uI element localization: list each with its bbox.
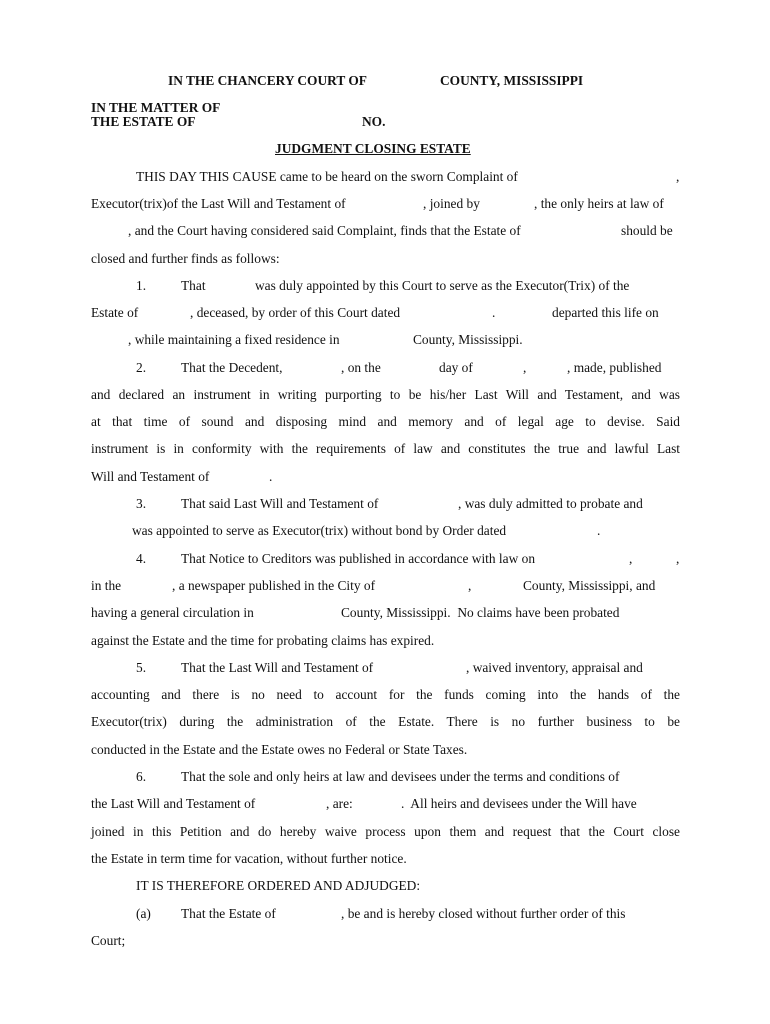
- para5-line-3: Executor(trix) during the administration of the Estate. There is no further business to be: [91, 714, 680, 729]
- court-name-right: COUNTY, MISSISSIPPI: [440, 73, 584, 88]
- matter-line-1: IN THE MATTER OF: [91, 100, 221, 115]
- para1-line-2b: , deceased, by order of this Court dated: [190, 305, 401, 320]
- para1-line-2c: .: [492, 305, 496, 320]
- para3-line-2a: was appointed to serve as Executor(trix) without bond by Order dated: [132, 523, 507, 538]
- para4-line-2b: , a newspaper published in the City of: [172, 578, 376, 593]
- para6-line-2c: . All heirs and devisees under the Will have: [401, 796, 637, 811]
- para3-line-1a: That said Last Will and Testament of: [181, 496, 379, 511]
- para2-line-5b: .: [269, 469, 273, 484]
- para5-line-4: conducted in the Estate and the Estate owes no Federal or State Taxes.: [91, 742, 468, 757]
- para2-line-1b: , on the: [341, 360, 381, 375]
- intro-line-3a: , and the Court having considered said Complaint, finds that the Estate of: [128, 223, 521, 238]
- intro-line-2a: Executor(trix)of the Last Will and Testament of: [91, 196, 346, 211]
- order-item-a-line-1b: , be and is hereby closed without further order of this: [341, 906, 626, 921]
- para1-line-1a: That: [181, 278, 206, 293]
- para4-line-2a: in the: [91, 578, 122, 593]
- intro-line-1b: ,: [676, 169, 680, 184]
- case-number-label: NO.: [362, 114, 386, 129]
- court-name-left: IN THE CHANCERY COURT OF: [168, 73, 367, 88]
- para1-line-2d: departed this life on: [552, 305, 659, 320]
- para4-line-1c: ,: [676, 551, 680, 566]
- order-item-a-label: (a): [136, 906, 151, 921]
- para2-line-1a: That the Decedent,: [181, 360, 283, 375]
- para6-line-3: joined in this Petition and do hereby waive process upon them and request that the Court close: [91, 824, 680, 839]
- order-item-a-line-1a: That the Estate of: [181, 906, 276, 921]
- para2-line-1e: , made, published: [567, 360, 662, 375]
- para4-line-2c: ,: [468, 578, 472, 593]
- para6-line-2b: , are:: [326, 796, 353, 811]
- para3-line-2b: .: [597, 523, 601, 538]
- para2-line-1d: ,: [523, 360, 527, 375]
- para4-line-2d: County, Mississippi, and: [523, 578, 656, 593]
- intro-line-2b: , joined by: [423, 196, 480, 211]
- para1-line-3b: County, Mississippi.: [413, 332, 523, 347]
- para1-line-1b: was duly appointed by this Court to serve as the Executor(Trix) of the: [255, 278, 630, 293]
- para5-line-1b: , waived inventory, appraisal and: [466, 660, 643, 675]
- para3-number: 3.: [136, 496, 147, 511]
- para4-line-1b: ,: [629, 551, 633, 566]
- para6-number: 6.: [136, 769, 147, 784]
- para2-line-1c: day of: [439, 360, 473, 375]
- intro-line-1a: THIS DAY THIS CAUSE came to be heard on the sworn Complaint of: [136, 169, 518, 184]
- para2-line-5a: Will and Testament of: [91, 469, 210, 484]
- para2-line-3: at that time of sound and disposing mind and memory and of legal age to devise. Said: [91, 414, 680, 429]
- para4-line-3b: County, Mississippi. No claims have been probated: [341, 605, 620, 620]
- para4-number: 4.: [136, 551, 147, 566]
- para2-number: 2.: [136, 360, 147, 375]
- document-title: JUDGMENT CLOSING ESTATE: [275, 141, 471, 156]
- para6-line-1: That the sole and only heirs at law and devisees under the terms and conditions of: [181, 769, 620, 784]
- para2-line-2: and declared an instrument in writing purporting to be his/her Last Will and Testament, and was: [91, 387, 680, 402]
- order-heading: IT IS THEREFORE ORDERED AND ADJUDGED:: [136, 878, 421, 893]
- para5-line-1a: That the Last Will and Testament of: [181, 660, 374, 675]
- para5-number: 5.: [136, 660, 147, 675]
- para2-line-4: instrument is in conformity with the requirements of law and constitutes the true and lawful Last: [91, 441, 680, 456]
- intro-line-3b: should be: [621, 223, 673, 238]
- intro-line-4: closed and further finds as follows:: [91, 251, 280, 266]
- para4-line-3a: having a general circulation in: [91, 605, 254, 620]
- para4-line-4: against the Estate and the time for probating claims has expired.: [91, 633, 435, 648]
- para3-line-1b: , was duly admitted to probate and: [458, 496, 643, 511]
- order-item-a-line-2: Court;: [91, 933, 126, 948]
- para1-line-2a: Estate of: [91, 305, 139, 320]
- para1-line-3a: , while maintaining a fixed residence in: [128, 332, 340, 347]
- para1-number: 1.: [136, 278, 147, 293]
- para4-line-1a: That Notice to Creditors was published in accordance with law on: [181, 551, 536, 566]
- matter-line-2: THE ESTATE OF: [91, 114, 196, 129]
- para5-line-2: accounting and there is no need to account for the funds coming into the hands of the: [91, 687, 680, 702]
- para6-line-2a: the Last Will and Testament of: [91, 796, 256, 811]
- intro-line-2c: , the only heirs at law of: [534, 196, 664, 211]
- para6-line-4: the Estate in term time for vacation, without further notice.: [91, 851, 407, 866]
